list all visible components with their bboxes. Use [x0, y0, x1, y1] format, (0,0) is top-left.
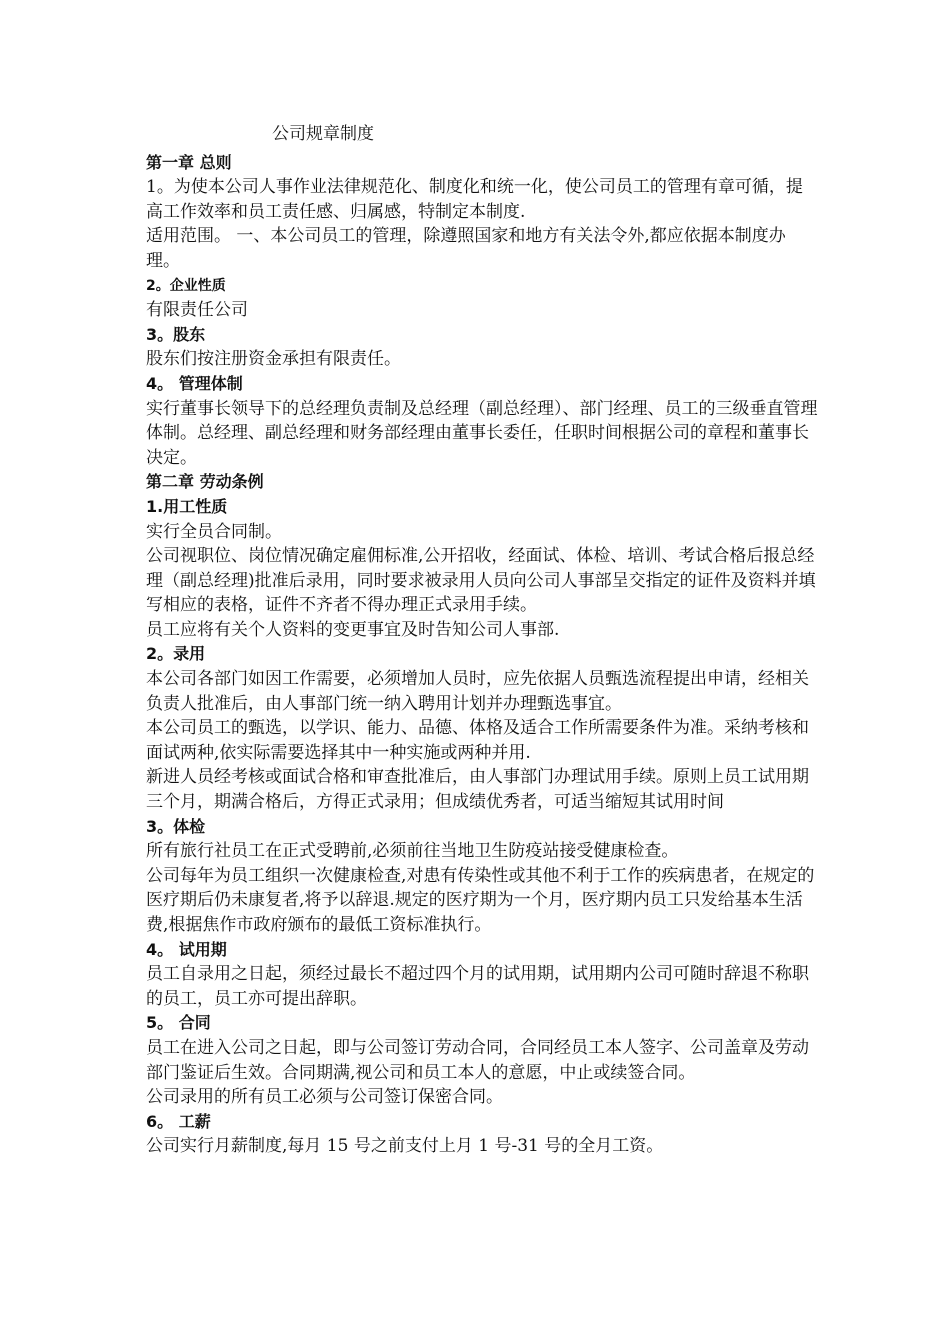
section-heading: 2。录用 [146, 644, 206, 664]
paragraph: 所有旅行社员工在正式受聘前,必须前往当地卫生防疫站接受健康检查。 [146, 841, 679, 862]
section-heading: 4。 试用期 [146, 939, 227, 959]
paragraph: 员工在进入公司之日起，即与公司签订劳动合同，合同经员工本人签字、公司盖章及劳动部门鉴证后生效。合同期满,视公司和员工本人的意愿，中止或续签合同。 [146, 1037, 809, 1083]
section-heading: 1.用工性质 [146, 496, 228, 516]
paragraph: 公司录用的所有员工必须与公司签订保密合同。 [146, 1087, 503, 1108]
paragraph: 1。为使本公司人事作业法律规范化、制度化和统一化，使公司员工的管理有章可循，提高工作效率和员工责任感、归属感，特制定本制度. [146, 177, 803, 222]
paragraph: 新进人员经考核或面试合格和审查批准后，由人事部门办理试用手续。原则上员工试用期三个月，期满合格后，方得正式录用；但成绩优秀者，可适当缩短其试用时间 [146, 767, 809, 813]
paragraph: 公司实行月薪制度,每月 15 号之前支付上月 1 号-31 号的全月工资。 [146, 1136, 664, 1157]
section-heading: 4。 管理体制 [146, 373, 243, 393]
paragraph: 适用范围。 一、本公司员工的管理，除遵照国家和地方有关法令外,都应依据本制度办理。 [146, 226, 786, 271]
section-heading: 6。 工薪 [146, 1111, 211, 1131]
paragraph: 实行董事长领导下的总经理负责制及总经理（副总经理）、部门经理、员工的三级垂直管理体制。总经理、副总经理和财务部经理由董事长委任，任职时间根据公司的章程和董事长决定。 [146, 398, 818, 468]
document-body [146, 122, 818, 1159]
section-heading: 5。 合同 [146, 1013, 211, 1033]
paragraph: 本公司员工的甄选，以学识、能力、品德、体格及适合工作所需要条件为准。采纳考核和面试两种,依实际需要选择其中一种实施或两种并用. [146, 718, 809, 763]
section-heading: 2。企业性质 [146, 277, 226, 294]
document-title: 公司规章制度 [272, 124, 374, 144]
chapter-heading: 第二章 劳动条例 [146, 472, 264, 492]
paragraph: 股东们按注册资金承担有限责任。 [146, 349, 401, 370]
paragraph: 有限责任公司 [146, 300, 248, 321]
chapter-heading: 第一章 总则 [146, 152, 232, 172]
paragraph: 本公司各部门如因工作需要，必须增加人员时，应先依据人员甄选流程提出申请，经相关负责人批准后，由人事部门统一纳入聘用计划并办理甄选事宜。 [146, 669, 809, 714]
paragraph: 员工应将有关个人资料的变更事宜及时告知公司人事部. [146, 619, 560, 640]
section-heading: 3。体检 [146, 816, 206, 836]
paragraph: 员工自录用之日起，须经过最长不超过四个月的试用期，试用期内公司可随时辞退不称职的员工，员工亦可提出辞职。 [146, 964, 809, 1009]
paragraph: 公司视职位、岗位情况确定雇佣标准,公开招收，经面试、体检、培训、考试合格后报总经理（副总经理)批准后录用，同时要求被录用人员向公司人事部呈交指定的证件及资料并填写相应的表格，证件不齐者不得办理正式录用手续。 [146, 546, 816, 616]
section-heading: 3。股东 [146, 324, 206, 344]
paragraph: 公司每年为员工组织一次健康检查,对患有传染性或其他不利于工作的疾病患者，在规定的医疗期后仍未康复者,将予以辞退.规定的医疗期为一个月，医疗期内员工只发给基本生活费,根据焦作市政府颁布的最低工资标准执行。 [146, 865, 815, 935]
paragraph: 实行全员合同制。 [146, 521, 282, 542]
